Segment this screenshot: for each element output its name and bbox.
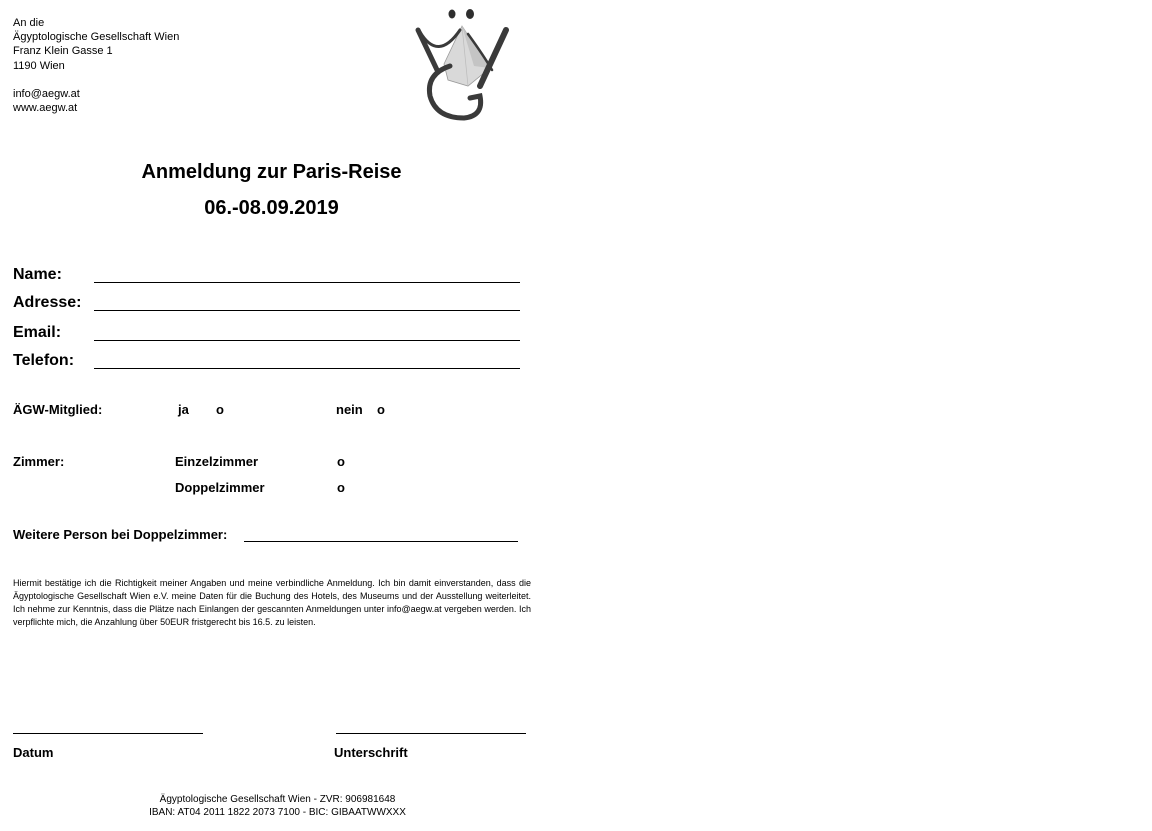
declaration-text: Hiermit bestätige ich die Richtigkeit meiner Angaben und meine verbindliche Anmeldung. Ich bin damit einverstanden, dass die Ägyptologische Gesellschaft Wien e.V. meine Daten für die Buchung des Hotels, des Museums und der Ausstellung weiterleitet. Ich nehme zur Kenntnis, dass die Plätze nach Einlangen der gescannten Anmeldungen unter info@aegw.at vergeben werden. Ich verpflichte mich, die Anzahlung über 50EUR fristgerecht bis 16.5. zu leisten. [13, 578, 531, 627]
signature-label: Unterschrift [334, 745, 408, 760]
extra-person-label: Weitere Person bei Doppelzimmer: [13, 527, 228, 542]
form-title: Anmeldung zur Paris-Reise [141, 161, 402, 183]
room-single-checkbox[interactable]: o [337, 454, 345, 469]
email-label: Email: [13, 324, 62, 341]
room-double-checkbox[interactable]: o [337, 480, 345, 495]
extra-person-field[interactable] [244, 541, 518, 542]
membership-no-label: nein [336, 402, 363, 417]
email-field[interactable] [94, 340, 520, 341]
signature-field[interactable] [336, 733, 526, 734]
name-label: Name: [13, 266, 62, 283]
date-field[interactable] [13, 733, 203, 734]
address-line-1: An die [13, 17, 45, 29]
membership-yes-label: ja [178, 402, 189, 417]
membership-label: ÄGW-Mitglied: [13, 402, 103, 417]
aegw-logo-icon [410, 6, 512, 122]
room-label: Zimmer: [13, 454, 65, 469]
address-web: www.aegw.at [13, 102, 78, 115]
address-line-4: 1190 Wien [13, 59, 65, 72]
membership-no-checkbox[interactable]: o [377, 402, 385, 417]
date-label: Datum [13, 745, 54, 760]
address-line-3: Franz Klein Gasse 1 [13, 45, 113, 58]
address-label: Adresse: [13, 294, 82, 311]
footer-line-1: Ägyptologische Gesellschaft Wien - ZVR: 906981648 [159, 794, 396, 805]
address-email: info@aegw.at [13, 87, 80, 100]
phone-label: Telefon: [13, 352, 75, 369]
address-field[interactable] [94, 310, 520, 311]
membership-yes-checkbox[interactable]: o [216, 402, 224, 417]
sender-address [13, 16, 179, 115]
name-field[interactable] [94, 282, 520, 283]
trip-dates: 06.-08.09.2019 [204, 197, 339, 219]
footer-line-2: IBAN: AT04 2011 1822 2073 7100 - BIC: GIBAATWWXXX [149, 806, 406, 818]
room-double-label: Doppelzimmer [175, 480, 265, 495]
address-line-2: Ägyptologische Gesellschaft Wien [13, 31, 180, 44]
phone-field[interactable] [94, 368, 520, 369]
room-single-label: Einzelzimmer [175, 454, 259, 469]
footer [0, 794, 555, 819]
